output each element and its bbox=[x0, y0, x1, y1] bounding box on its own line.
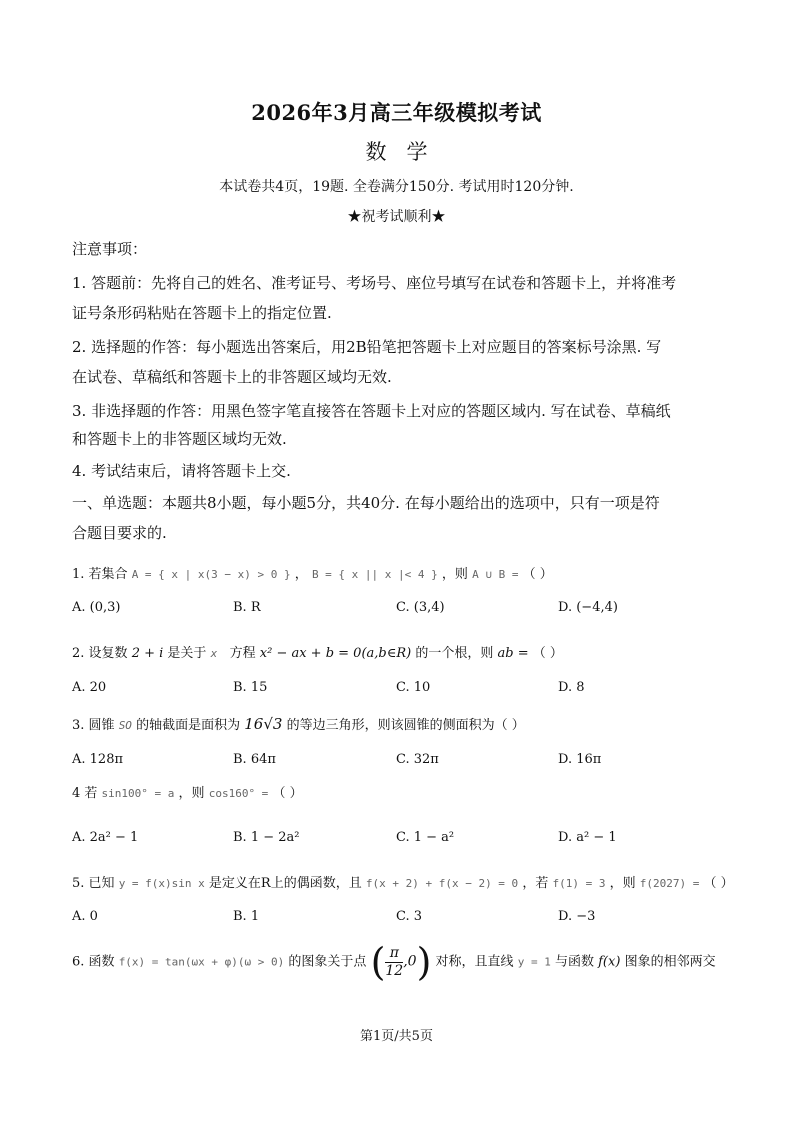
subject-title: 数学 bbox=[365, 140, 448, 164]
question-4 bbox=[72, 782, 303, 801]
q4-option-c: C. 1 − a² bbox=[396, 830, 455, 845]
section-heading-line-1: 一、单选题：本题共8小题，每小题5分，共40分. 在每小题给出的选项中，只有一项是符 bbox=[72, 494, 660, 512]
q4-option-a: A. 2a² − 1 bbox=[72, 830, 139, 845]
note-3-line-2: 和答题卡上的非答题区域均无效. bbox=[72, 430, 287, 448]
q2-option-d: D. 8 bbox=[558, 680, 585, 695]
q1-option-c: C. (3,4) bbox=[396, 600, 445, 615]
question-6 bbox=[72, 940, 716, 984]
q2-complex: 2 + i bbox=[131, 646, 164, 661]
good-luck-line: ★祝考试顺利★ bbox=[347, 209, 446, 225]
q1-set-a: A = { x | x(3 − x) > 0 } bbox=[131, 568, 291, 581]
q5-option-a: A. 0 bbox=[72, 909, 98, 924]
q1-comma: ， bbox=[294, 567, 308, 582]
q6-numerator: π bbox=[389, 944, 399, 961]
q1-bracket: （ ） bbox=[522, 567, 553, 582]
q5-condition: f(x + 2) + f(x − 2) = 0 bbox=[365, 877, 519, 890]
note-3-line-1: 3. 非选择题的作答：用黑色签字笔直接答在答题卡上对应的答题区域内. 写在试卷、草稿纸 bbox=[72, 402, 671, 420]
q5-option-d: D. −3 bbox=[558, 909, 596, 924]
note-2-line-1: 2. 选择题的作答：每小题选出答案后，用2B铅笔把答题卡上对应题目的答案标号涂黑. 写 bbox=[72, 338, 662, 356]
q1-set-b: B = { x || x |< 4 } bbox=[311, 568, 438, 581]
q6-zero: ,0 bbox=[403, 953, 417, 970]
q2-mid: 是关于 bbox=[167, 646, 207, 661]
q4-option-d: D. a² − 1 bbox=[558, 830, 617, 845]
q1-option-d: D. (−4,4) bbox=[558, 600, 618, 615]
question-3 bbox=[72, 714, 525, 733]
q2-post: 的一个根，则 bbox=[415, 646, 494, 661]
q2-equation: x² − ax + b = 0(a,b∈R) bbox=[259, 646, 412, 661]
q5-prefix: 5. 已知 bbox=[72, 876, 115, 891]
question-2 bbox=[72, 642, 563, 661]
q2-eq-prefix: 方程 bbox=[229, 646, 256, 661]
q5-mid2: ，若 bbox=[522, 876, 549, 891]
q2-option-a: A. 20 bbox=[72, 680, 107, 695]
q1-then: ，则 bbox=[441, 567, 468, 582]
page-footer: 第1页/共5页 bbox=[360, 1029, 433, 1044]
q4-bracket: （ ） bbox=[272, 786, 303, 801]
q5-option-b: B. 1 bbox=[233, 909, 260, 924]
note-1-line-1: 1. 答题前：先将自己的姓名、准考证号、考场号、座位号填写在试卷和答题卡上，并将准考 bbox=[72, 274, 677, 292]
section-heading-line-2: 合题目要求的. bbox=[72, 524, 167, 542]
q1-prefix: 1. 若集合 bbox=[72, 567, 128, 582]
q6-denominator: 12 bbox=[385, 962, 404, 979]
q3-option-c: C. 32π bbox=[396, 752, 439, 767]
q2-x: x bbox=[210, 647, 218, 660]
q2-prefix: 2. 设复数 bbox=[72, 646, 128, 661]
q4-given: sin100° = a bbox=[101, 787, 175, 800]
q3-option-d: D. 16π bbox=[558, 752, 602, 767]
q3-option-b: B. 64π bbox=[233, 752, 276, 767]
q1-expression: A ∪ B = bbox=[472, 568, 519, 581]
q3-post: 的等边三角形，则该圆锥的侧面积为（ ） bbox=[286, 718, 525, 733]
q3-cone: SO bbox=[118, 719, 132, 732]
q6-post2: 与函数 bbox=[554, 954, 594, 970]
q2-ab: ab = bbox=[497, 646, 529, 661]
q3-prefix: 3. 圆锥 bbox=[72, 718, 115, 733]
q6-right-paren: ) bbox=[416, 940, 432, 984]
q5-post: ，则 bbox=[609, 876, 636, 891]
q4-prefix: 4 若 bbox=[72, 786, 98, 801]
q6-mid: 的图象关于点 bbox=[288, 954, 367, 970]
q5-f1: f(1) = 3 bbox=[552, 877, 606, 890]
q6-post: 对称，且直线 bbox=[435, 954, 514, 970]
q6-fx: f(x) bbox=[598, 954, 621, 970]
q2-option-b: B. 15 bbox=[233, 680, 268, 695]
q6-fraction bbox=[385, 945, 403, 980]
q5-ask: f(2027) = bbox=[639, 877, 700, 890]
q2-option-c: C. 10 bbox=[396, 680, 431, 695]
q5-option-c: C. 3 bbox=[396, 909, 423, 924]
exam-info: 本试卷共4页，19题. 全卷满分150分. 考试用时120分钟. bbox=[219, 179, 574, 195]
q5-bracket: （ ） bbox=[703, 876, 734, 891]
q5-function: y = f(x)sin x bbox=[118, 877, 205, 890]
exam-title: 2026年3月高三年级模拟考试 bbox=[251, 100, 542, 125]
question-5 bbox=[72, 872, 734, 891]
note-1-line-2: 证号条形码粘贴在答题卡上的指定位置. bbox=[72, 304, 332, 322]
q1-option-a: A. (0,3) bbox=[72, 600, 121, 615]
q6-function: f(x) = tan(ωx + φ)(ω > 0) bbox=[118, 955, 285, 969]
q6-post3: 图象的相邻两交 bbox=[624, 954, 716, 970]
q1-option-b: B. R bbox=[233, 600, 261, 615]
q3-mid: 的轴截面是面积为 bbox=[136, 718, 241, 733]
q2-bracket: （ ） bbox=[532, 646, 563, 661]
q4-ask: cos160° = bbox=[208, 787, 269, 800]
q6-left-paren: ( bbox=[370, 940, 386, 984]
q4-mid: ，则 bbox=[178, 786, 205, 801]
q6-line: y = 1 bbox=[517, 955, 551, 969]
q4-option-b: B. 1 − 2a² bbox=[233, 830, 300, 845]
question-1 bbox=[72, 563, 553, 582]
q3-option-a: A. 128π bbox=[72, 752, 124, 767]
q3-area: 16√3 bbox=[244, 715, 283, 733]
q5-mid: 是定义在R上的偶函数，且 bbox=[208, 876, 362, 891]
notes-heading: 注意事项： bbox=[72, 240, 148, 258]
note-2-line-2: 在试卷、草稿纸和答题卡上的非答题区域均无效. bbox=[72, 368, 392, 386]
q6-prefix: 6. 函数 bbox=[72, 954, 115, 970]
note-4: 4. 考试结束后，请将答题卡上交. bbox=[72, 462, 291, 480]
